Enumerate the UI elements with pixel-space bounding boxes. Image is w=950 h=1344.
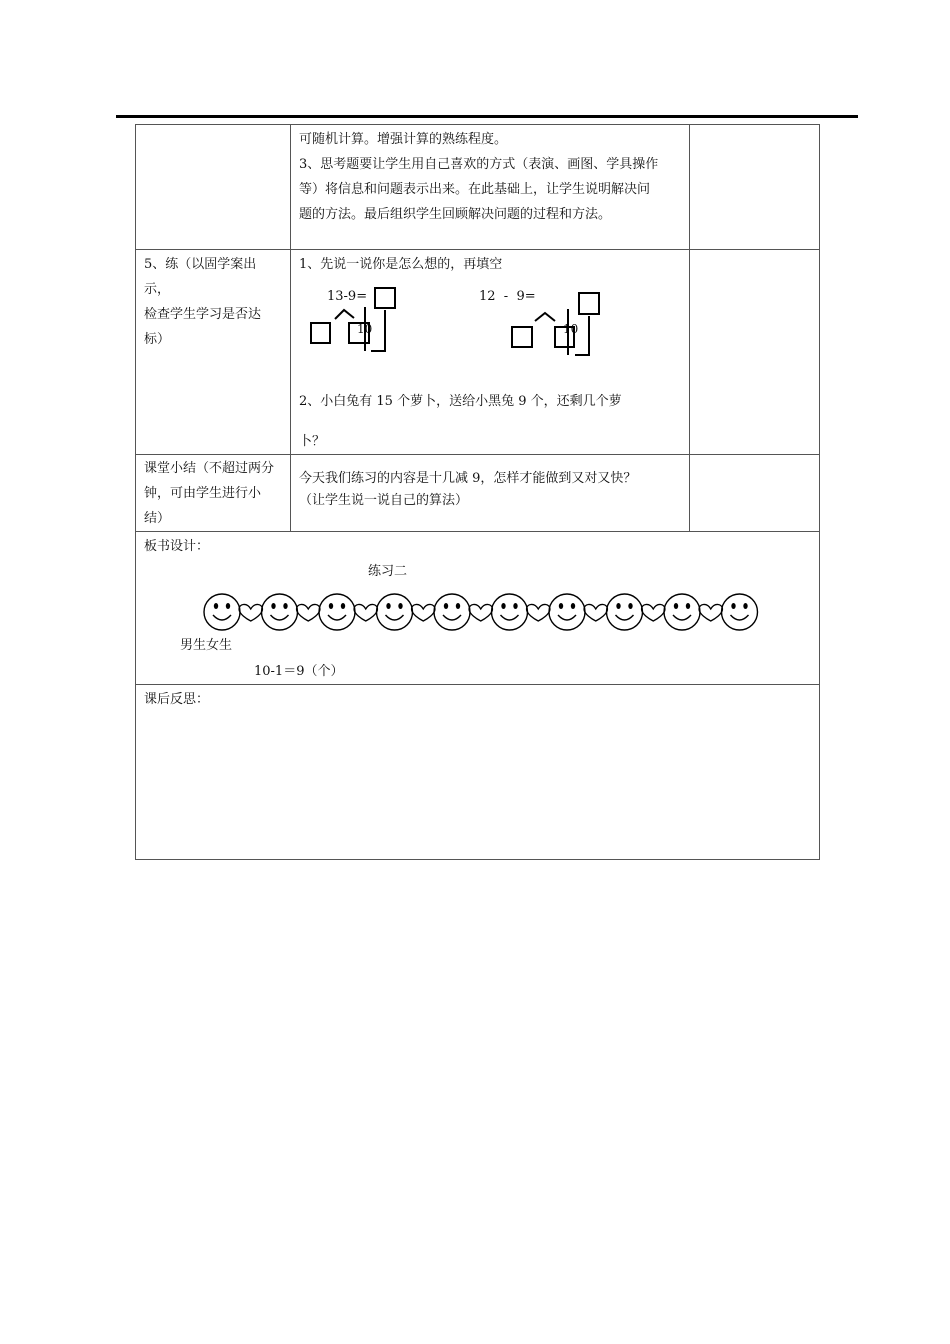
heart-icon	[297, 604, 321, 621]
smiley-face-icon	[664, 594, 700, 630]
board-title: 练习二	[368, 564, 408, 579]
table-row	[136, 125, 820, 250]
stage-label: 结）	[144, 511, 171, 526]
smiley-face-icon	[722, 594, 758, 630]
board-formula: 10-1＝9（个）	[254, 664, 344, 679]
smiley-face-icon	[262, 594, 298, 630]
stage-label: 5、练（以固学案出示，	[144, 257, 257, 297]
connector-2	[535, 313, 555, 321]
board-caption: 男生女生	[180, 638, 233, 653]
table-row	[136, 532, 820, 685]
table-row	[136, 455, 820, 532]
board-design	[144, 534, 811, 684]
heart-icon	[354, 604, 378, 621]
smiley-heart-row	[200, 590, 760, 634]
paragraph: 等）将信息和问题表示出来。在此基础上，让学生说明解决问	[299, 182, 651, 197]
summary-text: （让学生说一说自己的算法）	[299, 493, 469, 508]
answer-box-1	[375, 288, 395, 308]
board-design-cell	[136, 532, 820, 685]
stage-cell	[136, 250, 291, 455]
heart-icon	[642, 604, 666, 621]
split-box-2a	[512, 327, 532, 347]
smiley-face-icon	[204, 594, 240, 630]
connector-2b	[575, 316, 589, 355]
stage-label: 钟，可由学生进行小	[144, 486, 262, 501]
smiley-face-icon	[319, 594, 355, 630]
answer-box-2	[579, 293, 599, 314]
notes-cell	[690, 250, 820, 455]
board-design-label: 板书设计：	[144, 539, 210, 554]
content-cell	[291, 250, 690, 455]
split-box-2b	[555, 327, 574, 347]
stage-label: 检查学生学习是否达	[144, 307, 262, 322]
notes-cell	[690, 125, 820, 250]
smiley-face-icon	[549, 594, 585, 630]
paragraph: 3、思考题要让学生用自己喜欢的方式（表演、画图、学具操作	[299, 157, 659, 172]
equation-1: 13-9=	[327, 289, 368, 304]
ten-label-2: 10	[563, 322, 579, 336]
decomposition-diagram	[299, 277, 697, 389]
header-rule	[116, 115, 858, 118]
smiley-face-icon	[377, 594, 413, 630]
summary-text: 今天我们练习的内容是十几减 9，怎样才能做到又对又快？	[299, 471, 637, 486]
stage-cell	[136, 125, 291, 250]
task-1: 1、先说一说你是怎么想的，再填空	[299, 257, 503, 272]
notes-cell	[690, 455, 820, 532]
table-row	[136, 250, 820, 455]
split-box-1a	[311, 323, 330, 343]
reflection-cell	[136, 685, 820, 860]
connector-1	[335, 310, 354, 319]
paragraph: 可随机计算。增强计算的熟练程度。	[299, 132, 508, 147]
heart-icon	[584, 604, 608, 621]
stage-cell	[136, 455, 291, 532]
smiley-face-icon	[492, 594, 528, 630]
lesson-plan-table	[135, 124, 820, 860]
heart-icon	[527, 604, 551, 621]
heart-icon	[699, 604, 723, 621]
heart-icon	[412, 604, 436, 621]
task-2-cont: 卜？	[299, 434, 326, 449]
heart-icon	[469, 604, 493, 621]
task-2: 2、小白兔有 15 个萝卜，送给小黑兔 9 个，还剩几个萝	[299, 394, 622, 409]
paragraph: 题的方法。最后组织学生回顾解决问题的过程和方法。	[299, 207, 612, 222]
equation-2: 12 - 9=	[479, 289, 536, 304]
table-row	[136, 685, 820, 860]
heart-icon	[239, 604, 263, 621]
connector-1b	[371, 310, 385, 351]
content-cell	[291, 125, 690, 250]
ten-label-1: 10	[357, 322, 373, 336]
decomposition-figure	[299, 277, 681, 389]
smiley-face-icon	[607, 594, 643, 630]
stage-label: 标）	[144, 332, 171, 347]
content-cell	[291, 455, 690, 532]
smiley-face-icon	[434, 594, 470, 630]
reflection-label: 课后反思：	[144, 692, 210, 707]
stage-label: 课堂小结（不超过两分	[144, 461, 275, 476]
